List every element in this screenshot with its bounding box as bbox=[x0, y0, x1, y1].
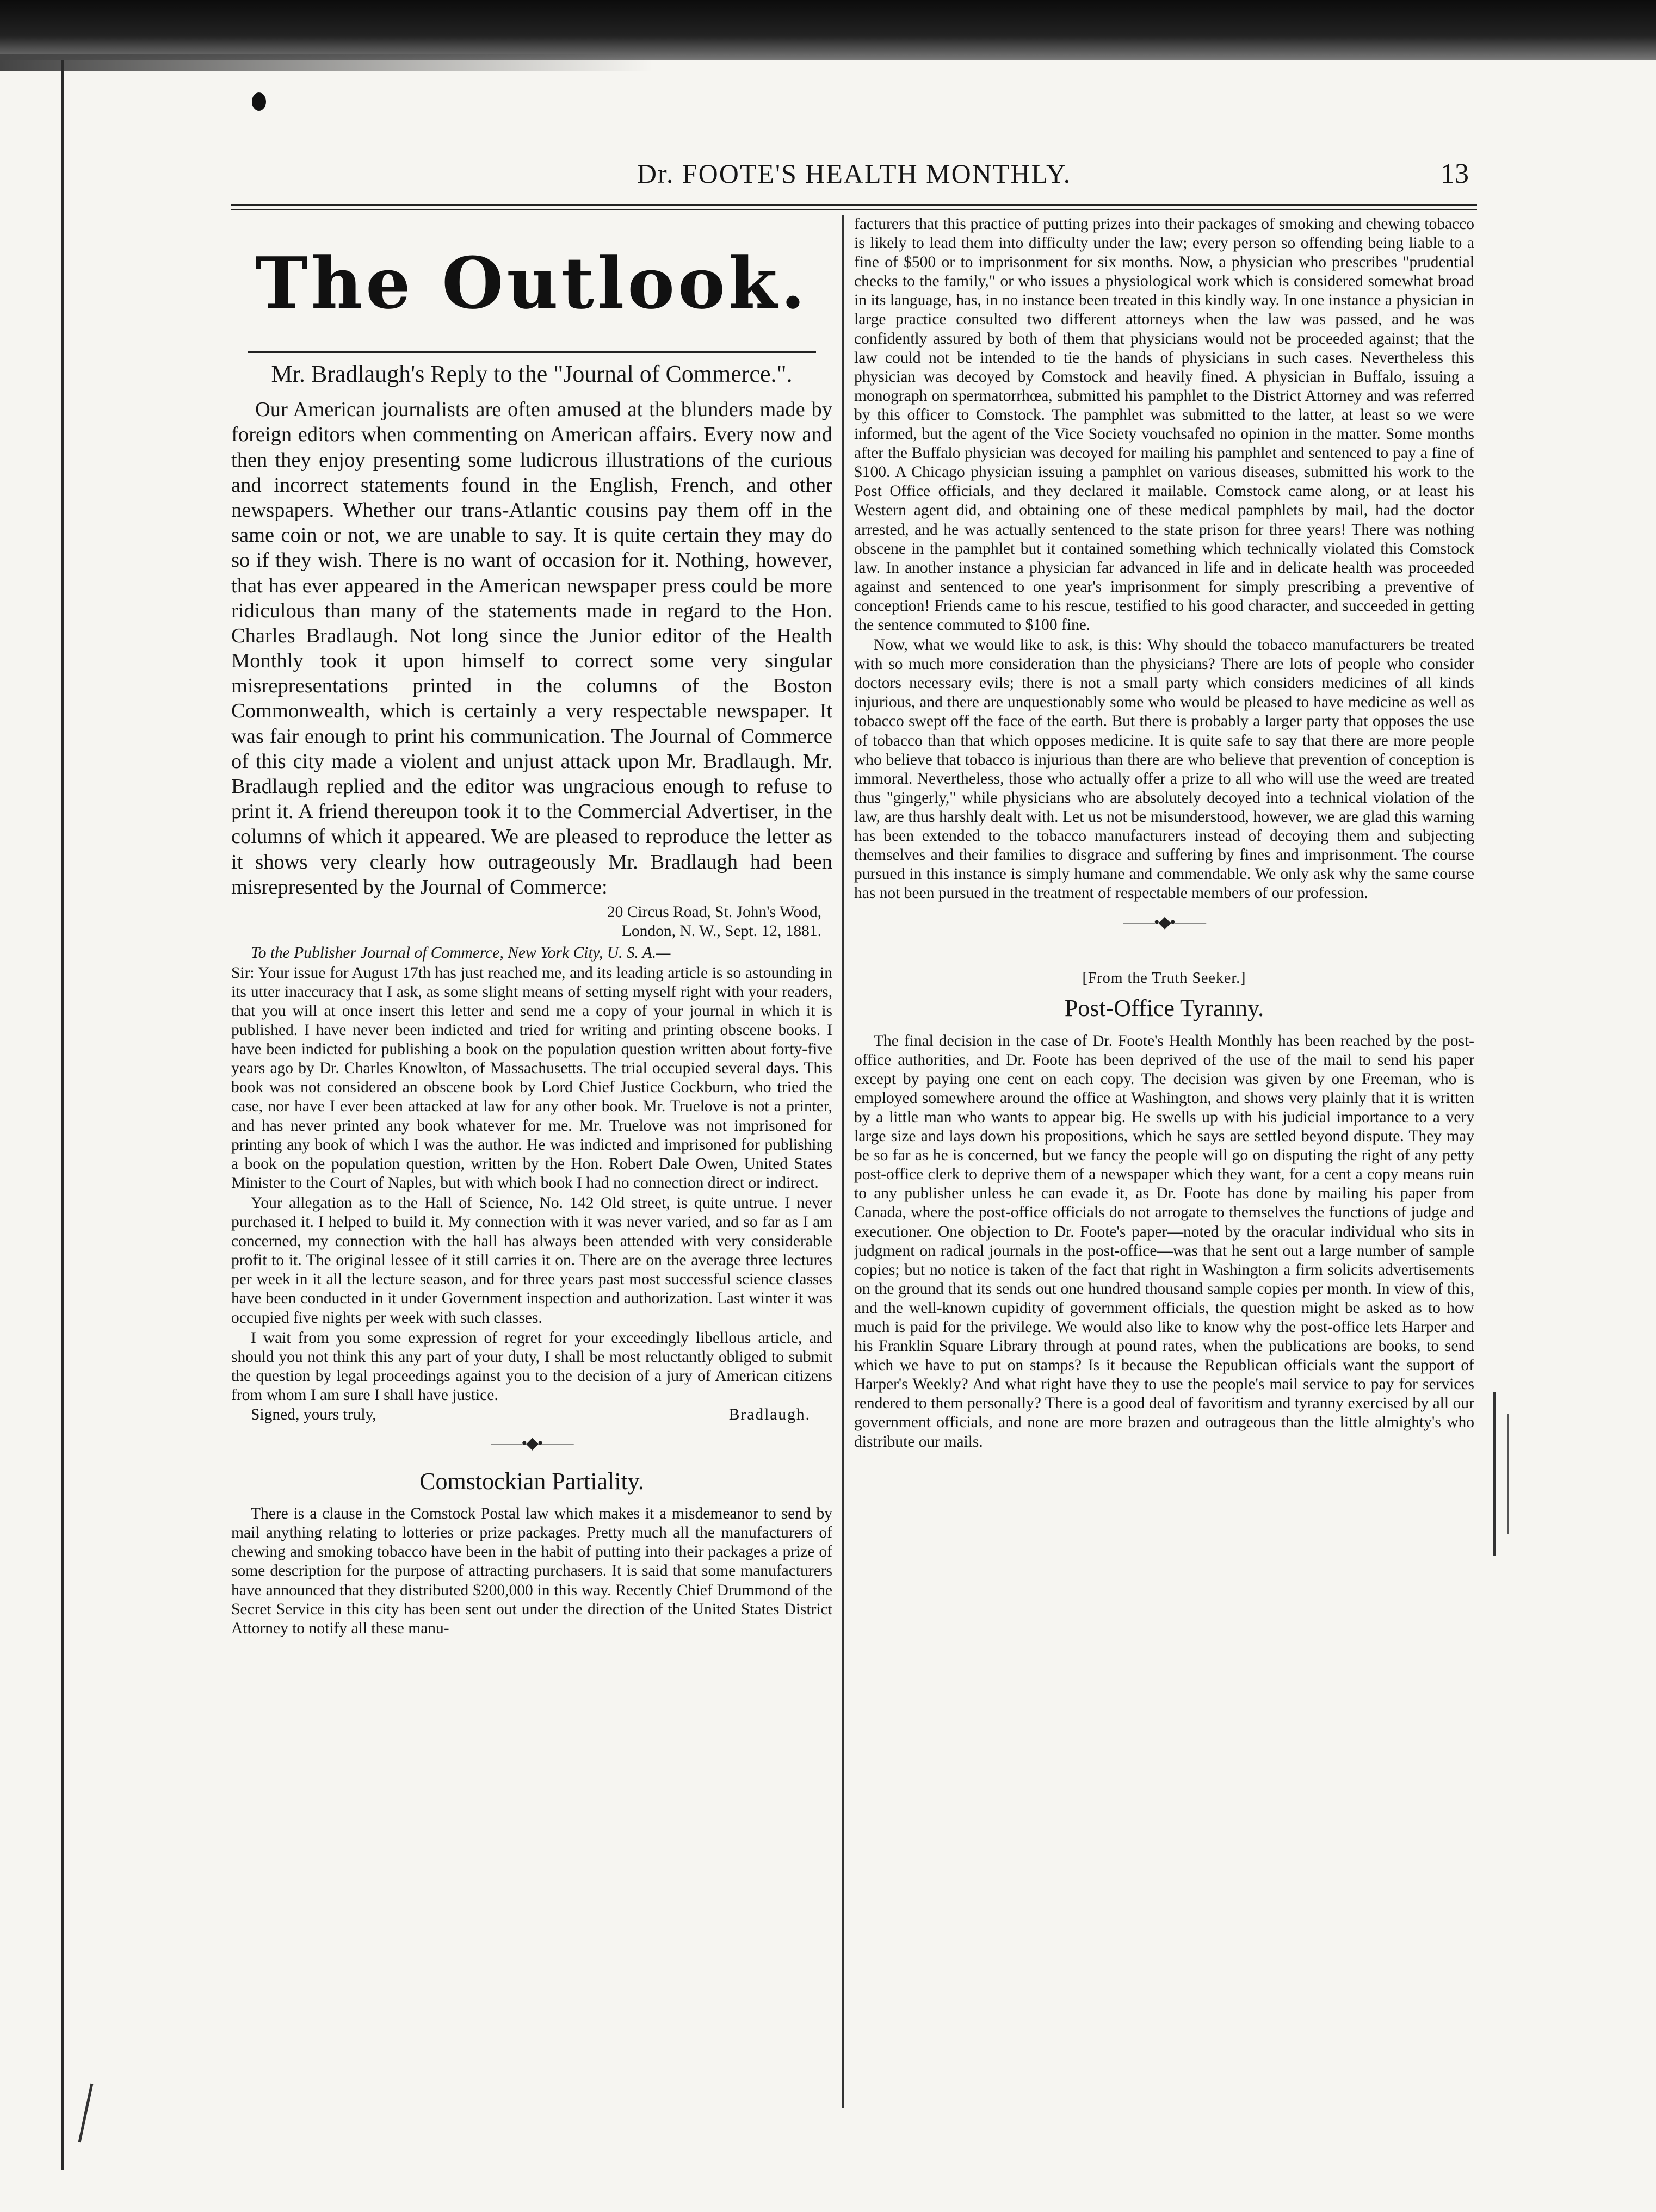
post-office-headline: Post-Office Tyranny. bbox=[1064, 995, 1264, 1022]
section-ornament-2: ——•◆•—— bbox=[1123, 913, 1206, 932]
address-line-1: 20 Circus Road, St. John's Wood, bbox=[607, 903, 821, 921]
post-office-body: The final decision in the case of Dr. Foote's Health Monthly has been reached by the post-office authorities, and Dr. Foote has been deprived of the use of the mail to send his paper except by paying one cent on each copy. The decision was given by one Freeman, who is employed somewhere around the office at Washington, and shows very plainly that it is written by a little man who wants to appear big. He swells up with his judicial importance to a very large size and lays down his propositions, which he says are settled beyond dispute. They may be so far as he is concerned, but we fancy the people will go on disputing the right of any petty post-office clerk to deprive them of a newspaper which they want, for a cent a copy means ruin to any publisher unless he can evade it, as Dr. Foote has done by mailing his paper from Canada, where the post-office officials do not arrogate to themselves the functions of judge and executioner. One objection to Dr. Foote's paper—noted by the oracular individual who sits in judgment on radical journals in the post-office—was that he sent out a large number of sample copies; but no notice is taken of the fact that right in Washington a firm solicits advertisements on the ground that its sends out one hundred thousand sample copies per month. In view of this, and the well-known cupidity of government officials, the question might be asked as to how much is paid for the privilege. We would also like to know why the post-office lets Harper and his Franklin Square Library through at pound rates, when the publications are books, to send which we have to put on stamps? Is it because the Republican officials want the support of Harper's Weekly? And what right have they to use the people's mail service to pay for services rendered to them personally? There is a good deal of favoritism and tyranny exercised by all our government officials, and none are more brazen and outrageous than the little almighty's who distribute our mails. bbox=[854, 1032, 1474, 1451]
comstockian-body-continued: facturers that this practice of putting prizes into their packages of smoking and chewing tobacco is likely to lead them into difficulty under the law; every person so offending being liable to a fine of $500 or to imprisonment for six months. Now, a physician who prescribes "prudential checks to the family," or who issues a physiological work which is considered somewhat broad in its language, has, in no instance been treated in this kindly way. In one instance a physician in large practice consulted two different attorneys when the law was passed, and he was confidently assured by both of them that physicians would not be proceeded against; that the law could not be intended to tie the hands of physicians in such cases. Nevertheless this physician was decoyed by Comstock and heavily fined. A physician in Buffalo, issuing a monograph on spermatorrhœa, submitted his pamphlet to the District Attorney and was referred by this officer to Comstock. The pamphlet was submitted to the latter, at least so we were informed, but the agent of the Vice Society vouchsafed no opinion in the matter. Some months after the Buffalo physician was decoyed for mailing his pamphlet and sentenced to pay a fine of $100. A Chicago physician issuing a pamphlet on various diseases, submitted his work to the Post Office officials, and they declared it mailable. Comstock came along, or at least his Western agent did, and obtaining one of these medical pamphlets by mail, had the doctor arrested, and he was actually sentenced to the state prison for three years! There was nothing obscene in the pamphlet but it contained something which technically violated this Comstock law. In another instance a physician far advanced in life and in delicate health was proceeded against and sentenced to one year's imprisonment for simply prescribing a preventive of conception! Friends came to his rescue, testified to his good character, and succeeded in getting the sentence commuted to $100 fine. bbox=[854, 215, 1474, 634]
running-title: Dr. FOOTE'S HEALTH MONTHLY. bbox=[637, 158, 1072, 189]
right-column bbox=[854, 215, 1474, 2129]
bradlaugh-intro: Our American journalists are often amused at the blunders made by foreign editors when commenting on American affairs. Every now and then they enjoy presenting some ludicrous illustrations of the curious and incorrect statements found in the English, French, and other newspapers. Whether our trans-Atlantic cousins pay them off in the same coin or not, we are unable to say. It is quite certain they may do so if they wish. There is no want of occasion for it. Nothing, however, that has ever appeared in the American newspaper press could be more ridiculous than many of the statements made in regard to the Hon. Charles Bradlaugh. Not long since the Junior editor of the Health Monthly took it upon himself to correct some very singular misrepresentations printed in the columns of the Boston Commonwealth, which is certainly a very respectable newspaper. It was fair enough to print his communication. The Journal of Commerce of this city made a violent and unjust attack upon Mr. Bradlaugh. Mr. Bradlaugh replied and the editor was ungracious enough to refuse to print it. A friend thereupon took it to the Commercial Advertiser, in the columns of which it appeared. We are pleased to reproduce the letter as it shows very clearly how outrageously Mr. Bradlaugh had been misrepresented by the Journal of Commerce: bbox=[231, 398, 832, 899]
binding-hole bbox=[252, 92, 266, 111]
masthead bbox=[231, 215, 832, 351]
scan-border-left bbox=[61, 60, 64, 2170]
signature: Bradlaugh. bbox=[728, 1405, 811, 1423]
letter-paragraph-3: I wait from you some expression of regret for your exceedingly libellous article, and should you not think this any part of your duty, I shall be most reluctantly obliged to submit the question by legal proceedings against you to the decision of a jury of American citizens from whom I am sure I shall have justice. bbox=[231, 1329, 832, 1404]
letter-paragraph-1: Sir: Your issue for August 17th has just reached me, and its leading article is so astounding in its utter inaccuracy that I ask, as some slight means of setting myself right with your readers, that you will at once insert this letter and send me a copy of your journal in which it is published. I have never been indicted and tried for writing and printing obscene books. I have been indicted for publishing a book on the population question written about forty-five years ago by Dr. Charles Knowlton, of Massachusetts. The trial occupied several days. This book was not considered an obscene book by Lord Chief Justice Cockburn, who tried the case, nor have I ever been attacked at law for any other book. Mr. Truelove is not a printer, and has never printed any book whatever for me. Mr. Truelove was not imprisoned for printing any book of which I was the author. He was indicted and imprisoned for publishing a book on the population question, written by the Hon. Robert Dale Owen, United States Minister to the Court of Naples, but with which book I had no connection direct or indirect. bbox=[231, 964, 832, 1192]
bradlaugh-headline: Mr. Bradlaugh's Reply to the "Journal of Commerce.". bbox=[271, 361, 793, 387]
column-divider bbox=[842, 215, 844, 2108]
scan-border-top bbox=[0, 0, 1656, 60]
margin-mark-3 bbox=[78, 2084, 94, 2143]
post-office-source: [From the Truth Seeker.] bbox=[1082, 970, 1246, 987]
margin-mark-2 bbox=[1507, 1414, 1509, 1534]
comstockian-body-paragraph-2: Now, what we would like to ask, is this: Why should the tobacco manufacturers be treated with so much more consideration than the physicians? There are lots of people who consider doctors necessary evils; there is not a small party which considers medicines of all kinds injurious, and there are unquestionably some who would be pleased to have medicine as well as tobacco swept off the face of the earth. But there is probably a larger party that opposes the use of tobacco than that which opposes medicine. It is quite safe to say that there are more people who believe that tobacco is injurious than there are who believe that prevention of conception is immoral. Nevertheless, those who actually offer a prize to all who will use the weed are treated thus "gingerly," while physicians who are absolutely decoyed into a technical violation of the law, are thus harshly dealt with. Let us not be misunderstood, however, we are glad this warning has been extended to the tobacco manufacturers instead of decoying them and subjecting themselves and their families to disgrace and suffering by fines and imprisonment. The course pursued in this instance is simply humane and commendable. We only ask why the same course has not been pursued in the treatment of respectable members of our profession. bbox=[854, 636, 1474, 902]
masthead-rule bbox=[248, 351, 816, 353]
header-rule bbox=[231, 204, 1477, 210]
letter-paragraph-2: Your allegation as to the Hall of Science, No. 142 Old street, is quite untrue. I never purchased it. I helped to build it. My connection with it was never varied, and so far as I am concerned, my connection with the hall has always been attended with very considerable profit to it. The original lessee of it still carries it on. There are on the average three lectures per week in it all the lecture season, and for three years past most successful science classes have been conducted in it under Government inspection and authorization. Last winter it was occupied five nights per week with such classes. bbox=[231, 1194, 832, 1327]
letter-address bbox=[231, 903, 821, 941]
masthead-title: The Outlook. bbox=[255, 241, 809, 325]
page-number: 13 bbox=[1441, 158, 1469, 189]
section-ornament: ——•◆•—— bbox=[491, 1434, 573, 1452]
margin-mark bbox=[1493, 1392, 1496, 1556]
letter-salutation: To the Publisher Journal of Commerce, New York City, U. S. A.— bbox=[251, 944, 671, 962]
comstockian-body-start: There is a clause in the Comstock Postal law which makes it a misdemeanor to send by mail anything relating to lotteries or prize packages. Pretty much all the manufacturers of chewing and smoking tobacco have been in the habit of putting into their packages a prize of some description for the purpose of attracting purchasers. It is said that some manufacturers have announced that they distributed $200,000 in this way. Recently Chief Drummond of the Secret Service in this city has been sent out under the direction of the United States District Attorney to notify all these manu- bbox=[231, 1505, 832, 1637]
signed-line: Signed, yours truly, bbox=[251, 1405, 376, 1423]
letter-signoff bbox=[251, 1406, 832, 1424]
comstockian-headline: Comstockian Partiality. bbox=[419, 1467, 644, 1495]
address-line-2: London, N. W., Sept. 12, 1881. bbox=[621, 922, 821, 940]
left-column bbox=[231, 215, 832, 2129]
scan-border-shadow bbox=[0, 54, 653, 71]
